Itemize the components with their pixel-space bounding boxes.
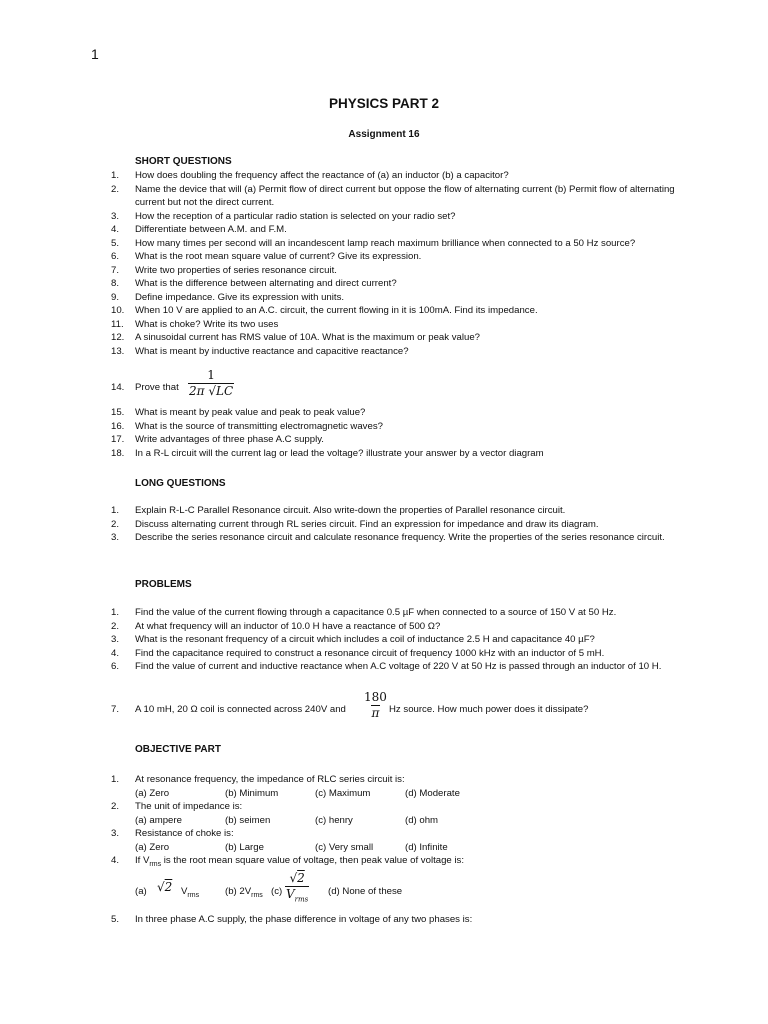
list-item: 9. Define impedance. Give its expression with units. bbox=[111, 291, 345, 303]
list-item: 13. What is meant by inductive reactance and capacitive reactance? bbox=[111, 345, 409, 357]
list-item: 3. Describe the series resonance circuit and calculate resonance frequency. Write the properties of the series resonance circuit. bbox=[111, 532, 665, 543]
list-item: 3. Resistance of choke is: (a) Zero (b) Large (c) Very small (d) Infinite bbox=[111, 828, 448, 853]
problem-7: 7. A 10 mH, 20 Ω coil is connected across 240V and $\frac{180}{\pi}$ Hz source. How much power does it dissipate? bbox=[111, 690, 589, 720]
formula-fraction: $\frac{180}{\pi}$ bbox=[364, 690, 387, 720]
long-questions-list bbox=[111, 504, 681, 545]
long-questions-heading: LONG QUESTIONS bbox=[135, 478, 226, 489]
list-item: 2. The unit of impedance is: (a) ampere (b) seimen (c) henry (d) ohm bbox=[111, 801, 439, 826]
list-item: 1. Explain R-L-C Parallel Resonance circuit. Also write-down the properties of Parallel resonance circuit. bbox=[111, 505, 566, 516]
list-item: 12. A sinusoidal current has RMS value of 10A. What is the maximum or peak value? bbox=[111, 332, 481, 343]
list-item: 10. When 10 V are applied to an A.C. circuit, the current flowing in it is 100mA. Find its impedance. bbox=[111, 305, 538, 316]
list-item: 5. How many times per second will an incandescent lamp reach maximum brilliance when connected to a 50 Hz source? bbox=[111, 237, 636, 249]
list-item: 2. Discuss alternating current through RL series circuit. Find an expression for impedance and draw its diagram. bbox=[111, 518, 599, 530]
short-questions-heading: SHORT QUESTIONS bbox=[135, 156, 232, 167]
list-item: 6. What is the root mean square value of current? Give its expression. bbox=[111, 251, 422, 262]
formula-fraction: √2 $V_{rms}$ bbox=[285, 871, 309, 907]
page-title: PHYSICS PART 2 bbox=[328, 96, 440, 111]
list-item: 3. How the reception of a particular radio station is selected on your radio set? bbox=[111, 210, 456, 222]
short-questions-list-continued bbox=[111, 406, 681, 460]
short-question-14: 14. Prove that $\frac{1}{2\pi √LC}$ bbox=[111, 368, 234, 398]
list-item: 15. What is meant by peak value and peak to peak value? bbox=[111, 407, 366, 418]
short-questions-list bbox=[111, 169, 681, 358]
list-item: 1. How does doubling the frequency affect the reactance of (a) an inductor (b) a capacitor? bbox=[111, 170, 509, 181]
list-item: 4. Find the capacitance required to construct a resonance circuit of frequency 1000 kHz with an inductor of 5 mH. bbox=[111, 647, 605, 659]
list-item: 5. In three phase A.C supply, the phase difference in voltage of any two phases is: bbox=[111, 914, 473, 926]
list-item: 16. What is the source of transmitting electromagnetic waves? bbox=[111, 420, 383, 432]
list-item: 1. Find the value of the current flowing through a capacitance 0.5 µF when connected to a source of 150 V at 50 Hz. bbox=[111, 607, 617, 618]
list-item: 7. Write two properties of series resonance circuit. bbox=[111, 264, 337, 276]
objective-heading: OBJECTIVE PART bbox=[135, 744, 221, 755]
list-item: 11. What is choke? Write its two uses bbox=[111, 318, 279, 330]
page-number: 1 bbox=[91, 46, 99, 62]
problems-list bbox=[111, 606, 681, 674]
list-item: 8. What is the difference between alternating and direct current? bbox=[111, 278, 397, 289]
objective-list bbox=[111, 773, 681, 927]
problems-heading: PROBLEMS bbox=[135, 579, 192, 590]
list-item: 2. Name the device that will (a) Permit flow of direct current but oppose the flow of alternating current (b) Permit flow of alternating current but not the direct current. bbox=[111, 183, 675, 208]
list-item: 6. Find the value of current and inductive reactance when A.C voltage of 220 V at 50 Hz is passed through an inductor of 10 H. bbox=[111, 661, 662, 672]
list-item: 18. In a R-L circuit will the current lag or lead the voltage? illustrate your answer by a vector diagram bbox=[111, 447, 544, 459]
list-item: 3. What is the resonant frequency of a circuit which includes a coil of inductance 2.5 H and capacitance 40 µF? bbox=[111, 634, 595, 645]
list-item: 1. At resonance frequency, the impedance of RLC series circuit is: (a) Zero (b) Minimum (c) Maximum (d) Moderate bbox=[111, 774, 460, 799]
list-item: 17. Write advantages of three phase A.C supply. bbox=[111, 434, 324, 445]
sqrt-formula: √2 bbox=[157, 880, 173, 895]
formula-fraction: $\frac{1}{2\pi √LC}$ bbox=[189, 368, 234, 398]
page-subtitle: Assignment 16 bbox=[348, 129, 420, 140]
list-item: 4. If $V_{rms}$ is the root mean square value of voltage, then peak value of voltage is: (a) √2 $V_{rms}$ (b) $2V_{rms}$ (c) √2 $V_{rms}$ (d) None of these bbox=[111, 854, 681, 911]
list-item: 2. At what frequency will an inductor of 10.0 H have a reactance of 500 Ω? bbox=[111, 620, 441, 632]
list-item: 4. Differentiate between A.M. and F.M. bbox=[111, 224, 287, 235]
